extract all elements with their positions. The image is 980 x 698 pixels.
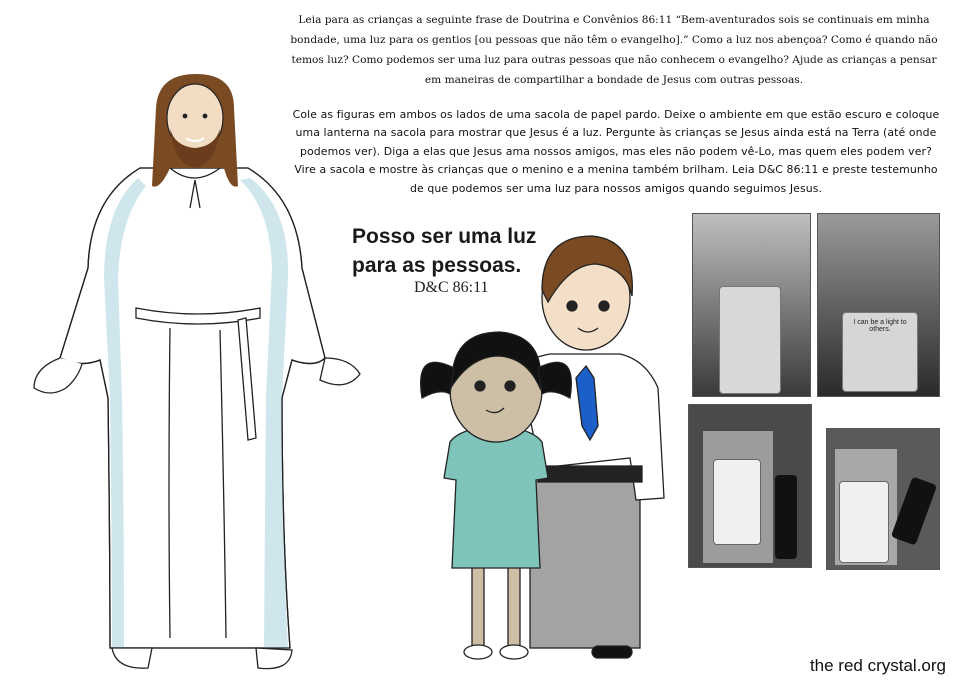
site-credit: the red crystal.org <box>809 656 946 675</box>
instruction-paragraph-1: Leia para as crianças a seguinte frase de Doutrina e Convênios 86:11 “Bem-aventurados sois se continuais em minha bondade, uma luz para os gentios [ou pessoas que não têm o evangelho].” Como a luz nos abençoa? Como é quando não temos luz? Como podemos ser uma luz para outras pessoas que não conhecem o evangelho? Ajude as crianças a pensar em maneiras de compartilhar a bondade de Jesus com outras pessoas. <box>290 14 938 86</box>
children-figure-icon <box>839 481 889 563</box>
photo-jesus-bag-lit <box>692 213 811 397</box>
poster-title-line-2: para as pessoas. <box>352 254 522 277</box>
scripture-reference: D&C 86:11 <box>414 279 489 296</box>
jesus-illustration <box>20 68 370 676</box>
flashlight-icon <box>775 475 797 559</box>
jesus-figure-icon <box>713 459 761 545</box>
photo-children-bag-lit <box>817 213 940 397</box>
photo-card-caption: I can be a light to others. <box>853 319 907 333</box>
children-illustration <box>400 228 700 668</box>
photo-jesus-bag-flashlight <box>688 404 812 568</box>
photo-children-bag-flashlight <box>826 428 940 570</box>
flashlight-icon-2 <box>891 476 937 545</box>
jesus-cutout-icon <box>719 286 781 394</box>
poster-title-line-1: Posso ser uma luz <box>352 225 537 248</box>
children-cutout-icon <box>842 312 918 392</box>
instruction-paragraph-2: Cole as figuras em ambos os lados de uma sacola de papel pardo. Deixe o ambiente em que estão escuro e coloque uma lanterna na sacola para mostrar que Jesus é a luz. Pergunte às crianças se Jesus ainda está na Terra (até onde podemos ver). Diga a elas que Jesus ama nossos amigos, mas eles não podem vê-Lo, mas quem eles podem ver? Vire a sacola e mostre às crianças que o menino e a menina também brilham. Leia D&C 86:11 e preste testemunho de que podemos ser uma luz para nossos amigos quando seguimos Jesus. <box>292 108 940 195</box>
